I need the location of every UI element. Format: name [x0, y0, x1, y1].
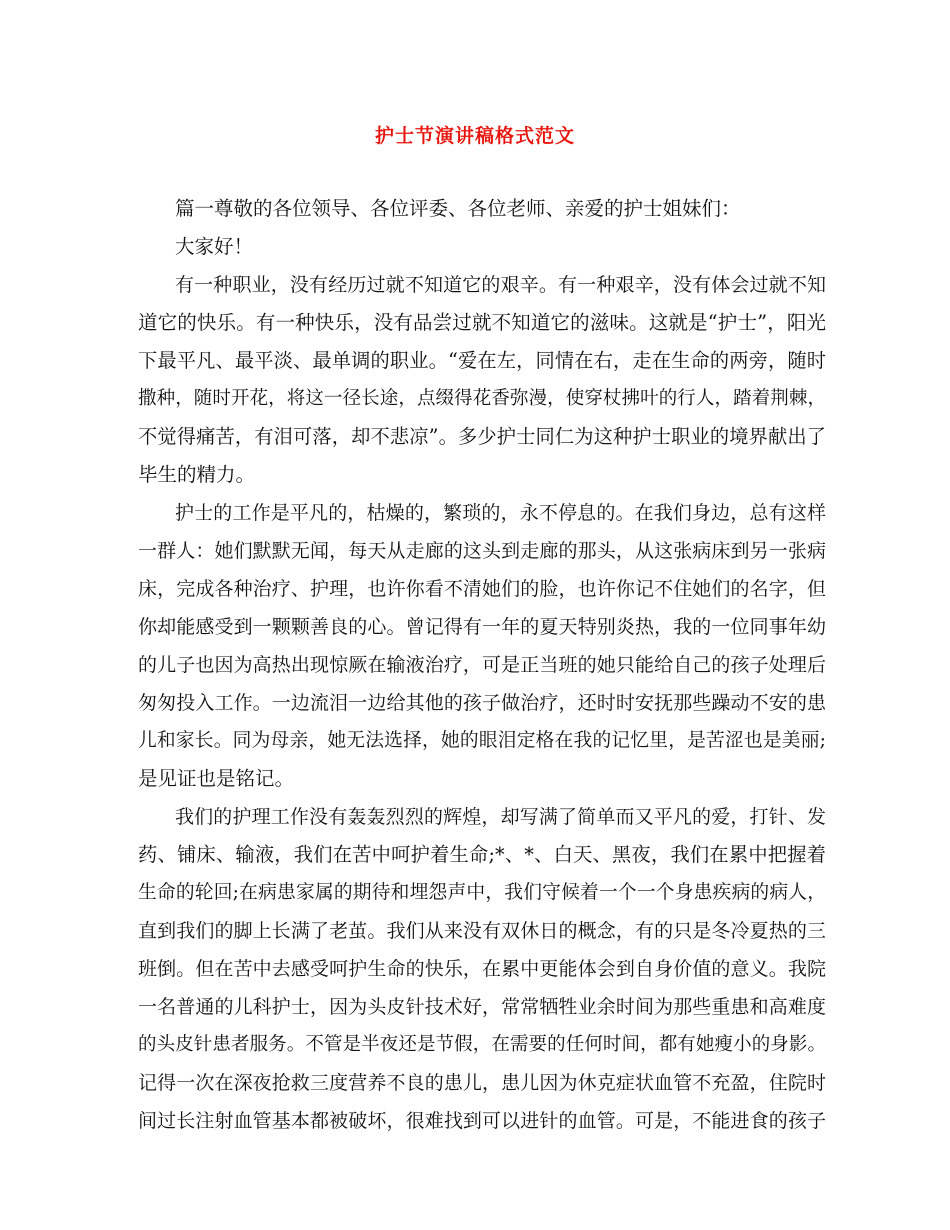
body-line: 班倒。但在苦中去感受呵护生命的快乐，在累中更能体会到自身价值的意义。我院: [138, 958, 826, 980]
body-line: 匆匆投入工作。一边流泪一边给其他的孩子做治疗，还时时安抚那些躁动不安的患: [138, 692, 826, 714]
body-line: 撒种，随时开花，将这一径长途，点缀得花香弥漫，使穿杖拂叶的行人，踏着荆棘，: [138, 388, 826, 409]
body-line: 直到我们的脚上长满了老茧。我们从来没有双休日的概念，有的只是冬冷夏热的三: [138, 920, 826, 942]
body-line: 一群人：她们默默无闻，每天从走廊的这头到走廊的那头，从这张病床到另一张病: [138, 540, 826, 562]
body-line: 床，完成各种治疗、护理，也许你看不清她们的脸，也许你记不住她们的名字，但: [138, 578, 826, 600]
body-line: 的儿子也因为高热出现惊厥在输液治疗，可是正当班的她只能给自己的孩子处理后: [138, 654, 826, 676]
body-line: 道它的快乐。有一种快乐，没有品尝过就不知道它的滋味。这就是“护士”，阳光: [138, 311, 826, 334]
body-line: 生命的轮回;在病患家属的期待和埋怨声中，我们守候着一个一个身患疾病的病人，: [138, 882, 826, 903]
body-line: 有一种职业，没有经历过就不知道它的艰辛。有一种艰辛，没有体会过就不知: [175, 274, 826, 296]
body-line: 不觉得痛苦，有泪可落，却不悲凉”。多少护士同仁为这种护士职业的境界献出了: [138, 425, 826, 448]
body-line: 你却能感受到一颗颗善良的心。曾记得有一年的夏天特别炎热，我的一位同事年幼: [138, 616, 826, 638]
body-line: 大家好！: [175, 235, 254, 258]
body-line: 下最平凡、最平淡、最单调的职业。“爱在左，同情在右，走在生命的两旁，随时: [138, 349, 826, 372]
body-line: 一名普通的儿科护士，因为头皮针技术好，常常牺牲业余时间为那些重患和高难度: [138, 996, 826, 1018]
document-body: [138, 190, 826, 1140]
body-line: 护士的工作是平凡的，枯燥的，繁琐的，永不停息的。在我们身边，总有这样: [175, 502, 826, 524]
document-title: 护士节演讲稿格式范文: [374, 125, 575, 147]
body-line: 毕生的精力。: [138, 463, 256, 486]
body-line: 篇一尊敬的各位领导、各位评委、各位老师、亲爱的护士姐妹们：: [175, 197, 741, 220]
body-line: 间过长注射血管基本都被破坏，很难找到可以进针的血管。可是，不能进食的孩子: [138, 1110, 826, 1132]
body-line: 药、铺床、输液，我们在苦中呵护着生命;*、*、白天、黑夜，我们在累中把握着: [138, 843, 826, 866]
body-line: 儿和家长。同为母亲，她无法选择，她的眼泪定格在我的记忆里，是苦涩也是美丽;: [138, 730, 826, 751]
body-line: 记得一次在深夜抢救三度营养不良的患儿，患儿因为休克症状血管不充盈，住院时: [138, 1072, 826, 1094]
body-line: 的头皮针患者服务。不管是半夜还是节假，在需要的任何时间，都有她瘦小的身影。: [138, 1034, 826, 1055]
body-line: 是见证也是铭记。: [138, 767, 295, 790]
body-line: 我们的护理工作没有轰轰烈烈的辉煌，却写满了简单而又平凡的爱，打针、发: [175, 806, 826, 828]
